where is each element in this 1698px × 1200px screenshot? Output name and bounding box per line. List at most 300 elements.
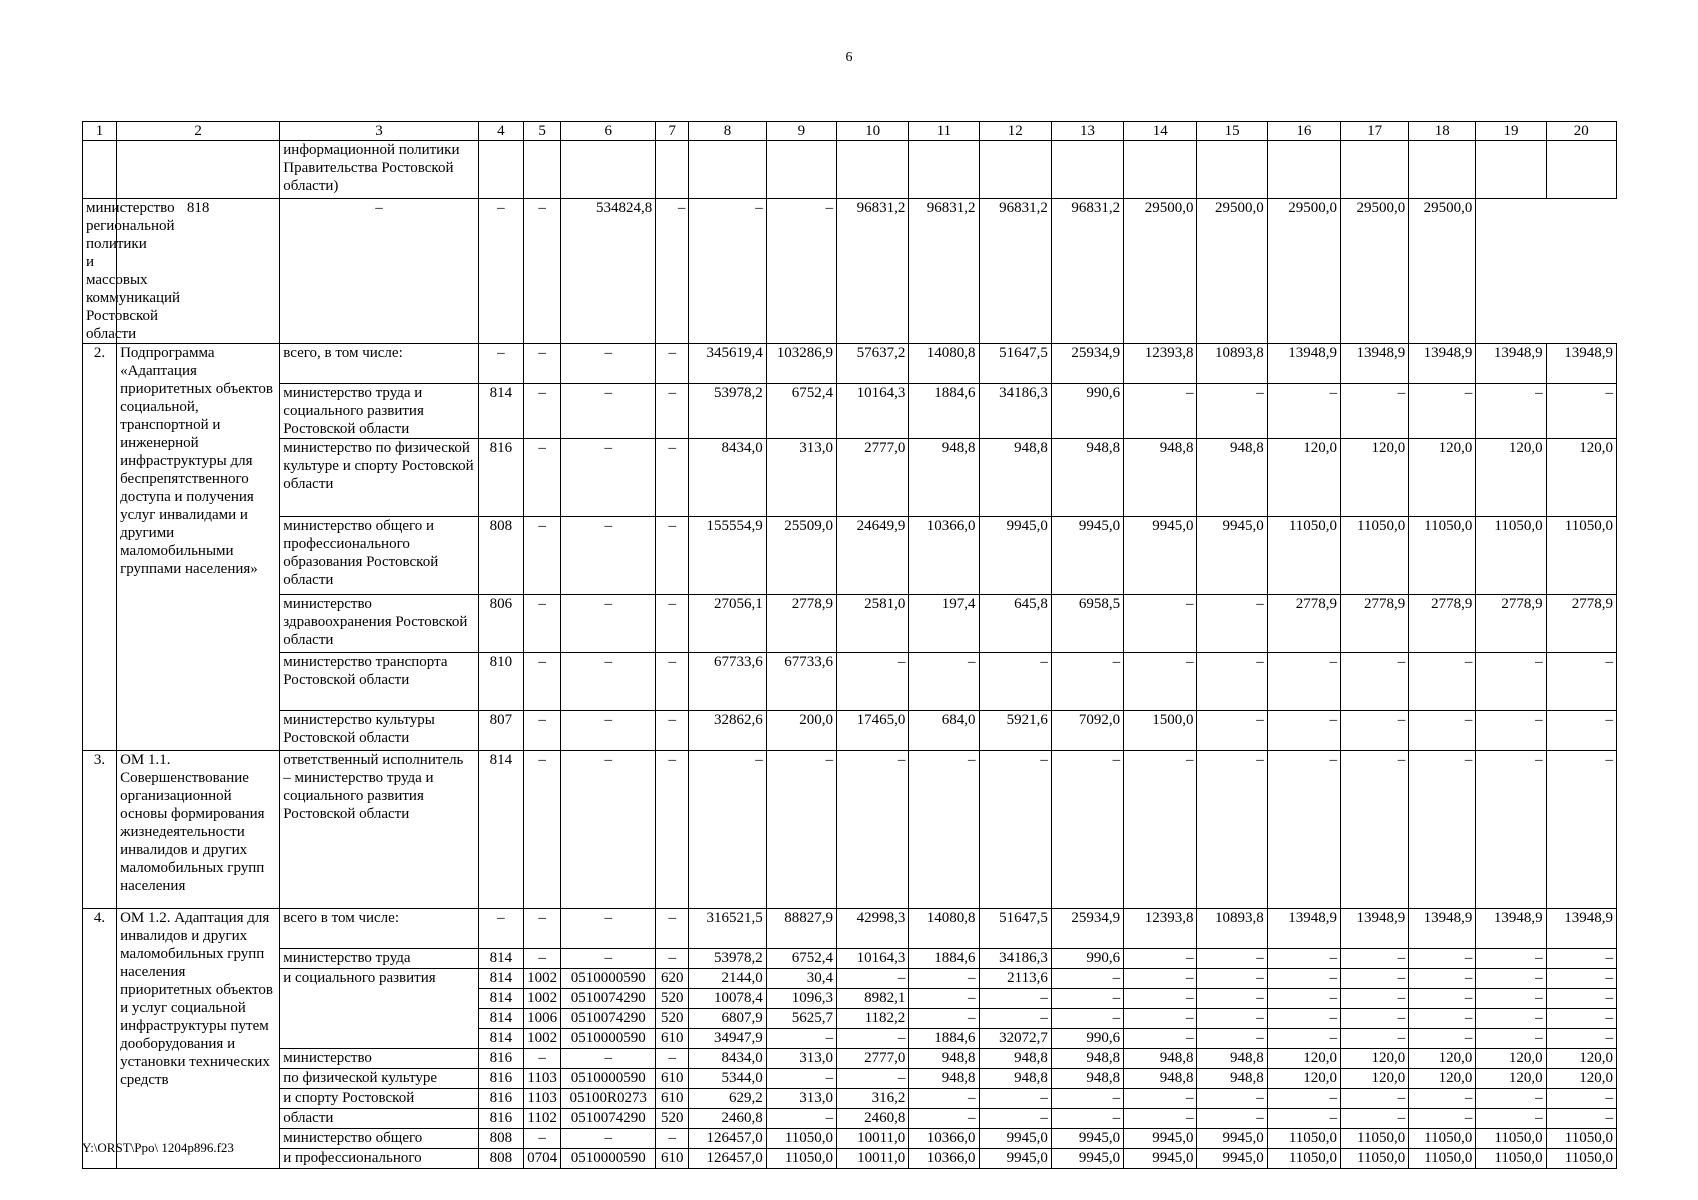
amount-cell: 2778,9 — [1546, 595, 1616, 653]
target-code-cell — [561, 141, 656, 199]
amount-cell: – — [837, 1029, 909, 1049]
expense-type-cell: 610 — [656, 1089, 689, 1109]
amount-cell: – — [1197, 1109, 1267, 1129]
amount-cell: – — [1546, 949, 1616, 969]
amount-cell: – — [1267, 989, 1340, 1009]
amount-cell: 88827,9 — [766, 909, 836, 949]
amount-cell: 9945,0 — [1197, 517, 1267, 595]
target-code-cell: 0510074290 — [561, 989, 656, 1009]
executor-cell: и профессионального — [280, 1149, 478, 1169]
amount-cell: 96831,2 — [837, 199, 909, 344]
amount-cell: 53978,2 — [689, 384, 766, 439]
amount-cell: 9945,0 — [1197, 1149, 1267, 1169]
col-header: 3 — [280, 122, 478, 141]
amount-cell: 120,0 — [1341, 1049, 1409, 1069]
target-code-cell: 0510000590 — [561, 1069, 656, 1089]
amount-cell: 29500,0 — [1124, 199, 1197, 344]
amount-cell: 11050,0 — [1476, 1149, 1546, 1169]
amount-cell: 51647,5 — [979, 909, 1051, 949]
amount-cell: – — [1546, 1089, 1616, 1109]
amount-cell: 313,0 — [766, 1089, 836, 1109]
amount-cell: – — [1341, 949, 1409, 969]
amount-cell: 10893,8 — [1197, 344, 1267, 384]
amount-cell: 34186,3 — [979, 384, 1051, 439]
amount-cell: – — [1546, 969, 1616, 989]
gov-code-cell: 807 — [478, 711, 523, 751]
section-code-cell: 1002 — [524, 969, 561, 989]
amount-cell: – — [1476, 1029, 1546, 1049]
amount-cell: – — [1546, 653, 1616, 711]
amount-cell: 120,0 — [1476, 1049, 1546, 1069]
amount-cell: 8982,1 — [837, 989, 909, 1009]
section-code-cell: 1103 — [524, 1069, 561, 1089]
amount-cell: – — [1341, 1089, 1409, 1109]
col-header: 4 — [478, 122, 523, 141]
amount-cell: – — [1409, 653, 1476, 711]
executor-cell: министерство — [280, 1049, 478, 1069]
amount-cell: – — [1476, 969, 1546, 989]
amount-cell: 11050,0 — [1409, 1129, 1476, 1149]
target-code-cell: – — [561, 711, 656, 751]
amount-cell: – — [1409, 384, 1476, 439]
amount-cell: – — [909, 969, 979, 989]
col-header: 10 — [837, 122, 909, 141]
amount-cell: – — [1409, 949, 1476, 969]
amount-cell: – — [1546, 711, 1616, 751]
executor-cell: министерство здравоохранения Ростовской области — [280, 595, 478, 653]
amount-cell: – — [1124, 989, 1197, 1009]
executor-cell: области — [280, 1109, 478, 1129]
amount-cell: 96831,2 — [1051, 199, 1123, 344]
executor-cell: всего, в том числе: — [280, 344, 478, 384]
table-row — [83, 751, 1617, 909]
amount-cell: 10011,0 — [837, 1129, 909, 1149]
col-header: 19 — [1476, 122, 1546, 141]
amount-cell: 948,8 — [1197, 1049, 1267, 1069]
amount-cell: 17465,0 — [837, 711, 909, 751]
amount-cell: 67733,6 — [766, 653, 836, 711]
amount-cell: – — [979, 989, 1051, 1009]
amount-cell: 2581,0 — [837, 595, 909, 653]
section-code-cell: – — [524, 751, 561, 909]
table-row — [83, 909, 1617, 949]
amount-cell: – — [837, 969, 909, 989]
amount-cell: 990,6 — [1051, 384, 1123, 439]
expense-type-cell: – — [656, 653, 689, 711]
row-number: 4. — [83, 909, 117, 1169]
section-code-cell: 1102 — [524, 1109, 561, 1129]
executor-cell: министерство труда и социального развития Ростовской области — [280, 384, 478, 439]
amount-cell: 14080,8 — [909, 909, 979, 949]
amount-cell — [689, 141, 766, 199]
amount-cell: – — [1197, 1009, 1267, 1029]
amount-cell — [1267, 141, 1340, 199]
section-code-cell: – — [524, 439, 561, 517]
amount-cell: 11050,0 — [1546, 517, 1616, 595]
amount-cell: – — [1124, 384, 1197, 439]
table-row — [83, 1049, 1617, 1069]
amount-cell: – — [1197, 384, 1267, 439]
amount-cell: – — [979, 1089, 1051, 1109]
amount-cell: 9945,0 — [1124, 1129, 1197, 1149]
amount-cell: – — [1197, 1089, 1267, 1109]
amount-cell: 2778,9 — [1476, 595, 1546, 653]
amount-cell — [1341, 141, 1409, 199]
table-row — [83, 439, 1617, 517]
budget-table — [82, 121, 1617, 1169]
amount-cell: 316,2 — [837, 1089, 909, 1109]
amount-cell: 313,0 — [766, 1049, 836, 1069]
target-code-cell: – — [561, 653, 656, 711]
amount-cell: 2777,0 — [837, 1049, 909, 1069]
amount-cell: – — [1476, 1109, 1546, 1129]
amount-cell: 2460,8 — [837, 1109, 909, 1129]
amount-cell: 6807,9 — [689, 1009, 766, 1029]
section-code-cell: 1002 — [524, 1029, 561, 1049]
amount-cell: 10893,8 — [1197, 909, 1267, 949]
amount-cell: 948,8 — [979, 1049, 1051, 1069]
program-name: ОМ 1.1. Совершенствование организационной основы формирования жизнедеятельности инвалидов и других маломобильных групп населения — [117, 751, 280, 909]
amount-cell — [1051, 141, 1123, 199]
amount-cell: 11050,0 — [1341, 1149, 1409, 1169]
target-code-cell: 0510074290 — [561, 1009, 656, 1029]
amount-cell: – — [1267, 969, 1340, 989]
amount-cell: 1500,0 — [1124, 711, 1197, 751]
amount-cell: 29500,0 — [1267, 199, 1340, 344]
amount-cell: 1884,6 — [909, 949, 979, 969]
amount-cell: 11050,0 — [766, 1149, 836, 1169]
amount-cell: 11050,0 — [1409, 517, 1476, 595]
target-code-cell: – — [561, 439, 656, 517]
table-row — [83, 384, 1617, 439]
amount-cell: 32862,6 — [689, 711, 766, 751]
amount-cell: 30,4 — [766, 969, 836, 989]
amount-cell: – — [1197, 653, 1267, 711]
amount-cell: – — [1267, 949, 1340, 969]
amount-cell: – — [766, 1029, 836, 1049]
expense-type-cell: 520 — [656, 1109, 689, 1129]
amount-cell: – — [766, 199, 836, 344]
expense-type-cell: 610 — [656, 1149, 689, 1169]
amount-cell: – — [1051, 989, 1123, 1009]
amount-cell: 34186,3 — [979, 949, 1051, 969]
amount-cell: 948,8 — [1051, 1049, 1123, 1069]
amount-cell: 24649,9 — [837, 517, 909, 595]
amount-cell: 13948,9 — [1341, 909, 1409, 949]
amount-cell: – — [1051, 653, 1123, 711]
amount-cell: – — [1341, 711, 1409, 751]
amount-cell: – — [1341, 1109, 1409, 1129]
target-code-cell: – — [561, 1129, 656, 1149]
gov-code-cell: 814 — [478, 384, 523, 439]
amount-cell: – — [909, 989, 979, 1009]
amount-cell: – — [1476, 751, 1546, 909]
row-number: 3. — [83, 751, 117, 909]
amount-cell: – — [1197, 711, 1267, 751]
amount-cell: 10078,4 — [689, 989, 766, 1009]
amount-cell: 120,0 — [1409, 1049, 1476, 1069]
amount-cell: 120,0 — [1267, 1049, 1340, 1069]
amount-cell: – — [1476, 1089, 1546, 1109]
amount-cell: 13948,9 — [1267, 909, 1340, 949]
amount-cell: – — [1267, 1089, 1340, 1109]
table-row — [83, 1129, 1617, 1149]
amount-cell: 120,0 — [1341, 439, 1409, 517]
col-header: 11 — [909, 122, 979, 141]
amount-cell: 11050,0 — [766, 1129, 836, 1149]
amount-cell: – — [979, 751, 1051, 909]
amount-cell: 1884,6 — [909, 1029, 979, 1049]
section-code-cell: 1006 — [524, 1009, 561, 1029]
amount-cell: 316521,5 — [689, 909, 766, 949]
program-name: ОМ 1.2. Адаптация для инвалидов и других маломобильных групп населения приоритетных объектов и услуг социальной инфраструктуры путем дооборудования и установки технических средств — [117, 909, 280, 1169]
expense-type-cell: – — [656, 909, 689, 949]
amount-cell: 2460,8 — [689, 1109, 766, 1129]
target-code-cell: – — [478, 199, 523, 344]
amount-cell — [1409, 141, 1476, 199]
footer-file-path: Y:\ORST\Ppo\ 1204p896.f23 — [82, 1140, 234, 1155]
expense-type-cell: – — [656, 949, 689, 969]
target-code-cell: – — [561, 344, 656, 384]
gov-code-cell: 814 — [478, 1029, 523, 1049]
amount-cell: – — [1267, 711, 1340, 751]
expense-type-cell: – — [656, 384, 689, 439]
col-header: 1 — [83, 122, 117, 141]
amount-cell: – — [1546, 384, 1616, 439]
amount-cell: 51647,5 — [979, 344, 1051, 384]
col-header: 5 — [524, 122, 561, 141]
amount-cell: 948,8 — [979, 1069, 1051, 1089]
col-header: 13 — [1051, 122, 1123, 141]
amount-cell: – — [1051, 751, 1123, 909]
table-row — [83, 653, 1617, 711]
amount-cell: 7092,0 — [1051, 711, 1123, 751]
expense-type-cell: 610 — [656, 1069, 689, 1089]
expense-type-cell: 610 — [656, 1029, 689, 1049]
target-code-cell: 0510000590 — [561, 1149, 656, 1169]
amount-cell: – — [1476, 1009, 1546, 1029]
amount-cell: – — [1409, 1009, 1476, 1029]
amount-cell: – — [1051, 1109, 1123, 1129]
gov-code-cell: 814 — [478, 751, 523, 909]
amount-cell: 5921,6 — [979, 711, 1051, 751]
col-header: 14 — [1124, 122, 1197, 141]
expense-type-cell: – — [656, 751, 689, 909]
gov-code-cell: – — [478, 344, 523, 384]
row-number — [83, 141, 117, 199]
amount-cell: 29500,0 — [1341, 199, 1409, 344]
gov-code-cell: 808 — [478, 1129, 523, 1149]
amount-cell: – — [1409, 751, 1476, 909]
target-code-cell: – — [561, 517, 656, 595]
amount-cell: 313,0 — [766, 439, 836, 517]
table-row — [83, 969, 1617, 989]
amount-cell: – — [979, 1109, 1051, 1129]
amount-cell: – — [837, 751, 909, 909]
col-header: 6 — [561, 122, 656, 141]
amount-cell — [1546, 141, 1616, 199]
amount-cell: 32072,7 — [979, 1029, 1051, 1049]
amount-cell: – — [979, 1009, 1051, 1029]
target-code-cell: 0510000590 — [561, 969, 656, 989]
expense-type-cell: – — [656, 439, 689, 517]
amount-cell: – — [1476, 653, 1546, 711]
table-row — [83, 1109, 1617, 1129]
section-code-cell: 1103 — [524, 1089, 561, 1109]
amount-cell: – — [1124, 653, 1197, 711]
amount-cell: 34947,9 — [689, 1029, 766, 1049]
amount-cell: 629,2 — [689, 1089, 766, 1109]
section-code-cell: – — [524, 344, 561, 384]
gov-code-cell — [478, 141, 523, 199]
amount-cell: 5625,7 — [766, 1009, 836, 1029]
section-code-cell: – — [524, 1049, 561, 1069]
amount-cell: – — [766, 1069, 836, 1089]
col-header: 8 — [689, 122, 766, 141]
amount-cell: – — [1409, 711, 1476, 751]
executor-cell: министерство труда — [280, 949, 478, 969]
amount-cell: – — [837, 1069, 909, 1089]
target-code-cell: – — [561, 909, 656, 949]
amount-cell: 120,0 — [1476, 439, 1546, 517]
target-code-cell: 05100R0273 — [561, 1089, 656, 1109]
amount-cell: – — [1124, 969, 1197, 989]
amount-cell: 948,8 — [1051, 1069, 1123, 1089]
expense-type-cell: – — [524, 199, 561, 344]
amount-cell: 9945,0 — [1124, 1149, 1197, 1169]
amount-cell: 9945,0 — [979, 517, 1051, 595]
header-row — [83, 122, 1617, 141]
amount-cell: 57637,2 — [837, 344, 909, 384]
amount-cell: – — [689, 751, 766, 909]
gov-code-cell: 816 — [478, 439, 523, 517]
amount-cell: – — [1051, 1089, 1123, 1109]
amount-cell: – — [1051, 969, 1123, 989]
col-header: 18 — [1409, 122, 1476, 141]
amount-cell: 9945,0 — [979, 1149, 1051, 1169]
amount-cell: – — [1197, 751, 1267, 909]
table-row — [83, 199, 1617, 344]
gov-code-cell: 816 — [478, 1089, 523, 1109]
expense-type-cell — [656, 141, 689, 199]
target-code-cell: – — [561, 1049, 656, 1069]
amount-cell: 42998,3 — [837, 909, 909, 949]
executor-cell: и социального развития — [280, 969, 478, 1049]
amount-cell: – — [1051, 1009, 1123, 1029]
amount-cell: 2778,9 — [1267, 595, 1340, 653]
amount-cell: 120,0 — [1476, 1069, 1546, 1089]
amount-cell: 120,0 — [1341, 1069, 1409, 1089]
target-code-cell: – — [561, 384, 656, 439]
amount-cell: – — [1341, 384, 1409, 439]
table-row — [83, 1149, 1617, 1169]
amount-cell: – — [1197, 969, 1267, 989]
amount-cell: 25934,9 — [1051, 909, 1123, 949]
amount-cell: 948,8 — [909, 439, 979, 517]
executor-cell: министерство общего — [280, 1129, 478, 1149]
amount-cell: 10366,0 — [909, 517, 979, 595]
section-code-cell: – — [524, 1129, 561, 1149]
amount-cell: 2778,9 — [1341, 595, 1409, 653]
amount-cell: 29500,0 — [1409, 199, 1476, 344]
section-code-cell: – — [524, 909, 561, 949]
amount-cell: 948,8 — [979, 439, 1051, 517]
gov-code-cell: 814 — [478, 949, 523, 969]
section-code-cell: – — [280, 199, 478, 344]
amount-cell: 9945,0 — [979, 1129, 1051, 1149]
amount-cell: 948,8 — [1197, 439, 1267, 517]
amount-cell: 120,0 — [1546, 1049, 1616, 1069]
amount-cell: 13948,9 — [1476, 344, 1546, 384]
amount-cell: – — [1546, 1109, 1616, 1129]
amount-cell: – — [1546, 1029, 1616, 1049]
gov-code-cell: 818 — [117, 199, 280, 344]
amount-cell: 10011,0 — [837, 1149, 909, 1169]
program-name — [117, 141, 280, 199]
amount-cell: – — [1546, 989, 1616, 1009]
table-row — [83, 1089, 1617, 1109]
amount-cell: – — [1197, 595, 1267, 653]
row-number: 2. — [83, 344, 117, 751]
amount-cell: – — [1197, 1029, 1267, 1049]
amount-cell: 345619,4 — [689, 344, 766, 384]
target-code-cell: – — [561, 949, 656, 969]
amount-cell: – — [1124, 949, 1197, 969]
executor-cell: и спорту Ростовской — [280, 1089, 478, 1109]
amount-cell: 10164,3 — [837, 384, 909, 439]
col-header: 7 — [656, 122, 689, 141]
amount-cell: 990,6 — [1051, 1029, 1123, 1049]
gov-code-cell: 808 — [478, 1149, 523, 1169]
amount-cell: 8434,0 — [689, 1049, 766, 1069]
amount-cell: – — [1267, 653, 1340, 711]
amount-cell: – — [909, 1109, 979, 1129]
amount-cell: 11050,0 — [1267, 1149, 1340, 1169]
amount-cell: 948,8 — [909, 1069, 979, 1089]
expense-type-cell: – — [656, 1129, 689, 1149]
amount-cell: 2144,0 — [689, 969, 766, 989]
amount-cell: 12393,8 — [1124, 344, 1197, 384]
amount-cell: 990,6 — [1051, 949, 1123, 969]
amount-cell: 2777,0 — [837, 439, 909, 517]
amount-cell: – — [656, 199, 689, 344]
amount-cell: 6752,4 — [766, 384, 836, 439]
expense-type-cell: – — [656, 595, 689, 653]
amount-cell: 11050,0 — [1409, 1149, 1476, 1169]
table-row — [83, 595, 1617, 653]
col-header: 12 — [979, 122, 1051, 141]
gov-code-cell: – — [478, 909, 523, 949]
amount-cell: 6958,5 — [1051, 595, 1123, 653]
amount-cell: 103286,9 — [766, 344, 836, 384]
expense-type-cell: 620 — [656, 969, 689, 989]
amount-cell: – — [1341, 653, 1409, 711]
amount-cell: 1096,3 — [766, 989, 836, 1009]
amount-cell: – — [1267, 1009, 1340, 1029]
expense-type-cell: – — [656, 344, 689, 384]
gov-code-cell: 814 — [478, 969, 523, 989]
section-code-cell — [524, 141, 561, 199]
amount-cell: – — [1476, 989, 1546, 1009]
amount-cell: 120,0 — [1267, 1069, 1340, 1089]
amount-cell: 12393,8 — [1124, 909, 1197, 949]
amount-cell: – — [1476, 384, 1546, 439]
amount-cell: – — [766, 751, 836, 909]
table-row — [83, 1069, 1617, 1089]
amount-cell: – — [1341, 989, 1409, 1009]
section-code-cell: – — [524, 595, 561, 653]
executor-cell: министерство транспорта Ростовской области — [280, 653, 478, 711]
